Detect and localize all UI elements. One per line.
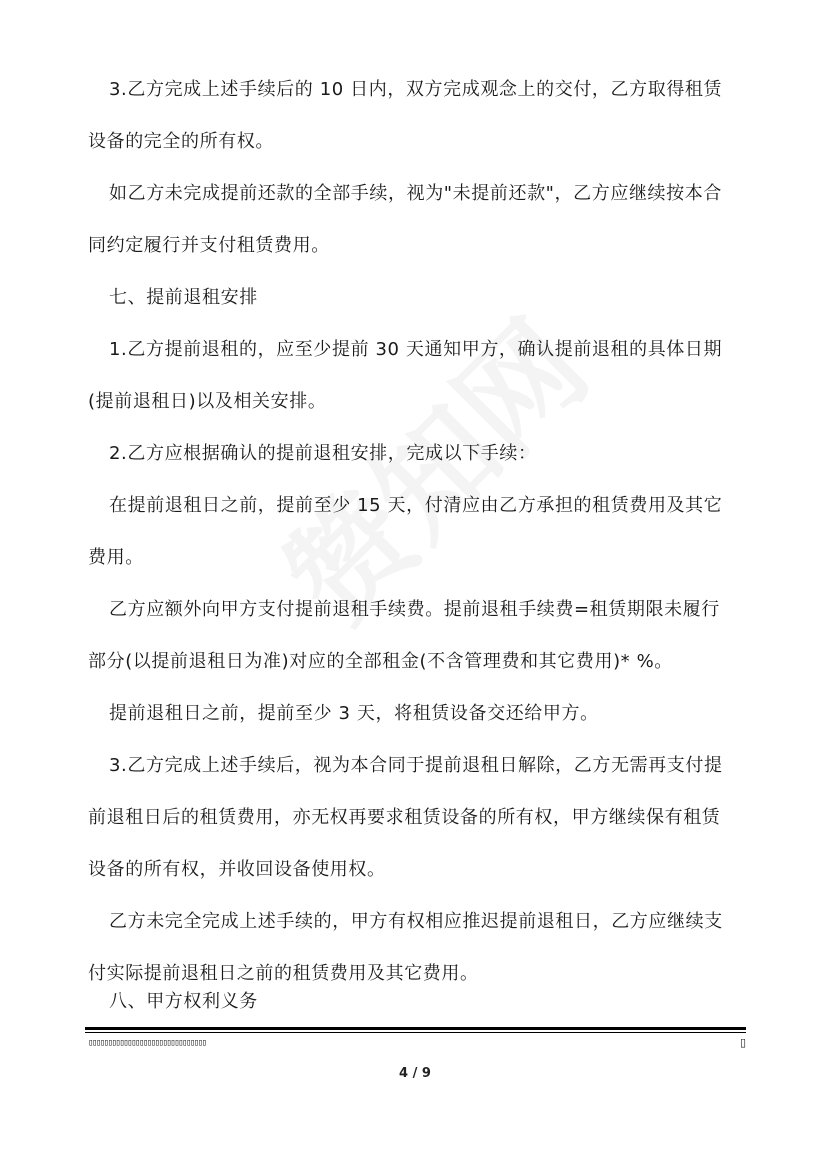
paragraph-2-procedures: 2.乙方应根据确认的提前退租安排，完成以下手续： bbox=[109, 443, 537, 464]
page-number: 4 / 9 bbox=[399, 1066, 431, 1081]
footer-rule-thick bbox=[85, 1027, 746, 1030]
section-heading-party-a-rights: 八、甲方权利义务 bbox=[109, 991, 258, 1012]
paragraph-not-early-repayment: 如乙方未完成提前还款的全部手续，视为"未提前还款"，乙方应继续按本合同约定履行并支付租赁费用。 bbox=[88, 183, 722, 256]
paragraph-return-equipment: 提前退租日之前，提前至少 3 天，将租赁设备交还给甲方。 bbox=[109, 703, 599, 724]
paragraph-delay-termination: 乙方未完全完成上述手续的，甲方有权相应推迟提前退租日，乙方应继续支付实际提前退租日之前的租赁费用及其它费用。 bbox=[88, 911, 723, 984]
footer-left-text: ▯▯▯▯▯▯▯▯▯▯▯▯▯▯▯▯▯▯▯▯▯▯▯▯▯▯▯▯▯▯ bbox=[88, 1038, 206, 1048]
footer-rule-thin bbox=[85, 1032, 746, 1033]
section-heading-early-termination: 七、提前退租安排 bbox=[109, 287, 258, 308]
paragraph-3-contract-termination: 3.乙方完成上述手续后，视为本合同于提前退租日解除，乙方无需再支付提前退租日后的租赁费用，亦无权再要求租赁设备的所有权，甲方继续保有租赁设备的所有权，并收回设备使用权。 bbox=[88, 755, 723, 880]
paragraph-pay-fees: 在提前退租日之前，提前至少 15 天，付清应由乙方承担的租赁费用及其它费用。 bbox=[88, 495, 723, 568]
paragraph-termination-fee: 乙方应额外向甲方支付提前退租手续费。提前退租手续费=租赁期限未履行部分(以提前退租日为准)对应的全部租金(不含管理费和其它费用)* %。 bbox=[88, 599, 720, 672]
paragraph-3-transfer: 3.乙方完成上述手续后的 10 日内，双方完成观念上的交付，乙方取得租赁设备的完全的所有权。 bbox=[88, 79, 723, 152]
paragraph-1-notice: 1.乙方提前退租的，应至少提前 30 天通知甲方，确认提前退租的具体日期(提前退租日)以及相关安排。 bbox=[88, 339, 723, 412]
footer-right-text: ▯ bbox=[740, 1036, 747, 1049]
